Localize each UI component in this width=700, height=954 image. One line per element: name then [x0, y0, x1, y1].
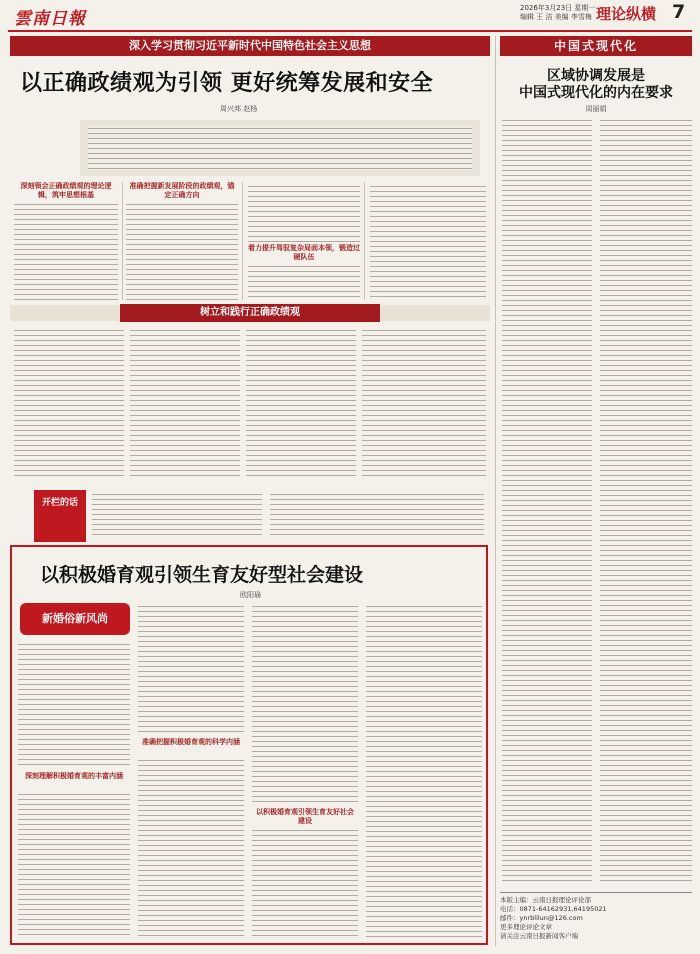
footer-note-2: 请关注云南日报新闻客户端	[500, 932, 578, 940]
kicker-label: 开栏的话	[34, 490, 86, 542]
middle-column-3	[246, 328, 356, 478]
footer-box	[500, 892, 692, 949]
main-column-2	[126, 202, 238, 300]
feature-column-2a	[138, 604, 244, 734]
main-byline: 周兴邦 赵杨	[220, 105, 258, 113]
feature-column-1b	[18, 792, 130, 938]
main-subhead-2: 准确把握新发展阶段的政绩观，锚定正确方向	[129, 182, 235, 199]
main-headline: 以正确政绩观为引领 更好统筹发展和安全	[20, 70, 434, 96]
right-column-1	[502, 118, 592, 884]
middle-column-4	[362, 328, 486, 478]
feature-column-4	[366, 604, 482, 938]
lead-text	[88, 126, 472, 170]
feature-byline: 欧阳瑜	[240, 591, 261, 599]
issue-editors: 编辑 王 洁 美编 李雪梅	[520, 13, 592, 21]
footer-phone: 电话：0871-64162931,64195021	[500, 905, 607, 913]
right-byline: 周丽娟	[585, 105, 607, 113]
intro-text-2	[270, 492, 484, 538]
main-subhead-1: 深刻领会正确政绩观的理论逻辑，筑牢思想根基	[20, 182, 112, 199]
right-headline: 区域协调发展是 中国式现代化的内在要求	[519, 68, 673, 101]
feature-column-2b	[138, 758, 244, 938]
feature-column-1a	[18, 642, 130, 768]
newspaper-logo: 雲南日報	[14, 9, 86, 29]
main-column-4	[370, 184, 486, 300]
feature-subhead-1: 深刻理解积极婚育观的丰富内涵	[25, 772, 123, 780]
main-column-3b	[248, 264, 360, 300]
lead-paragraph-box	[80, 120, 480, 176]
intro-text-1	[92, 492, 262, 538]
masthead-rule	[8, 30, 692, 32]
column-banner: 深入学习贯彻习近平新时代中国特色社会主义思想	[10, 36, 490, 56]
strip-title: 树立和践行正确政绩观	[120, 304, 380, 322]
feature-column-3b	[252, 828, 358, 938]
page-number: 7	[672, 1, 686, 23]
right-column-banner: 中国式现代化	[500, 36, 692, 56]
page-divider	[495, 36, 496, 946]
feature-badge: 新婚俗新风尚	[20, 603, 130, 635]
feature-subhead-3: 以积极婚育观引领生育友好社会建设	[256, 808, 354, 825]
feature-column-3a	[252, 604, 358, 804]
main-subhead-3: 着力提升驾驭复杂局面本领，锻造过硬队伍	[248, 244, 360, 261]
issue-info	[520, 4, 595, 22]
right-column-2	[600, 118, 692, 884]
feature-subhead-2: 准确把握积极婚育观的科学内涵	[142, 738, 240, 746]
feature-headline: 以积极婚育观引领生育友好型社会建设	[40, 564, 364, 586]
footer-editor: 本版主编：云南日报理论评论部	[500, 896, 591, 904]
middle-column-2	[130, 328, 240, 478]
column-divider	[364, 182, 365, 300]
footer-note-1: 更多理论评论文章	[500, 923, 552, 931]
column-divider	[242, 182, 243, 300]
footer-email: 邮件：ynrblilun@126.com	[500, 914, 583, 922]
section-title: 理论纵横	[596, 5, 657, 23]
main-column-3	[248, 184, 360, 242]
main-column-1	[14, 202, 118, 300]
issue-date: 2026年3月23日 星期一	[520, 4, 596, 12]
column-divider	[122, 182, 123, 300]
middle-column-1	[14, 328, 124, 478]
